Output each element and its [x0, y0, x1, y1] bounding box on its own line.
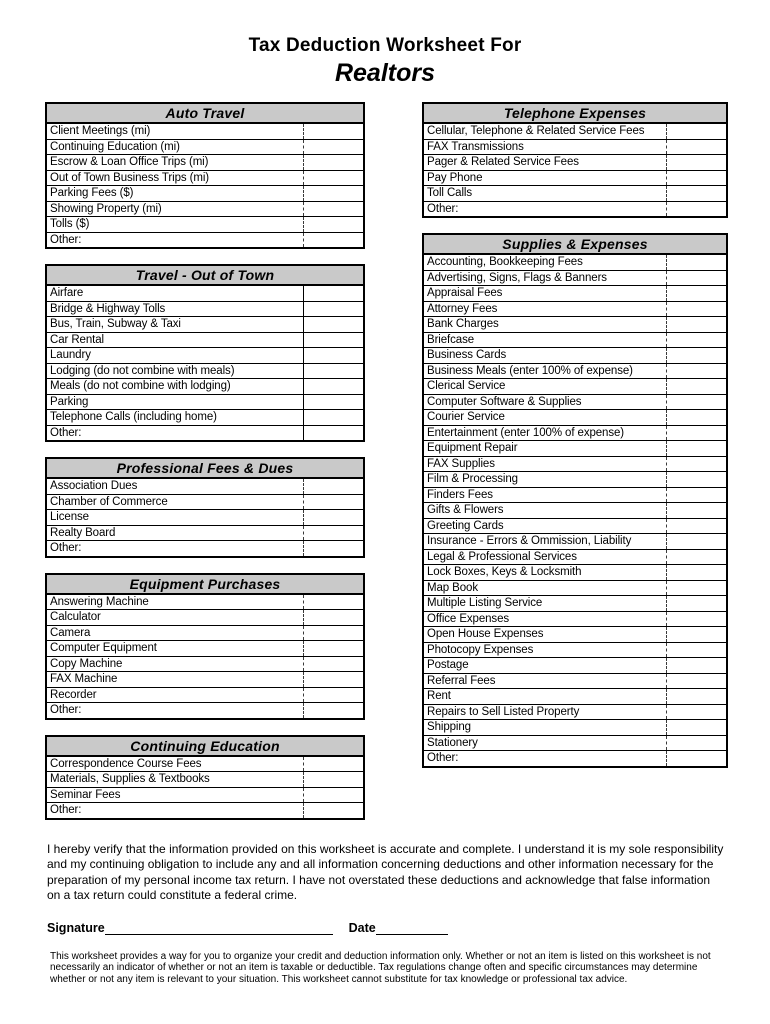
expense-label: Client Meetings (mi)	[50, 125, 151, 137]
expense-label: Continuing Education (mi)	[50, 140, 180, 153]
signature-blank-line[interactable]	[105, 921, 333, 935]
expense-label: Cellular, Telephone & Related Service Fees	[427, 125, 645, 137]
document-header	[0, 0, 770, 88]
expense-label: FAX Transmissions	[427, 140, 524, 153]
expense-label: Parking	[50, 395, 89, 408]
expense-row	[424, 564, 726, 580]
expense-row	[47, 702, 363, 718]
expense-label: Out of Town Business Trips (mi)	[50, 171, 210, 184]
expense-row	[47, 640, 363, 656]
expense-label: Bank Charges	[427, 318, 499, 330]
expense-value-field[interactable]	[666, 674, 726, 689]
expense-row	[47, 687, 363, 703]
expense-label: Computer Software & Supplies	[427, 395, 582, 408]
expense-row	[47, 595, 363, 610]
expense-label: Legal & Professional Services	[427, 550, 577, 563]
expense-row	[47, 757, 363, 772]
expense-label: Shipping	[427, 721, 471, 733]
expense-row	[424, 124, 726, 139]
expense-label: Pager & Related Service Fees	[427, 156, 579, 168]
expense-label: Tolls ($)	[50, 218, 90, 230]
expense-row	[424, 185, 726, 201]
expense-row	[424, 471, 726, 487]
expense-value-field[interactable]	[666, 140, 726, 155]
expense-value-field[interactable]	[303, 395, 363, 410]
expense-label: Answering Machine	[50, 595, 149, 608]
expense-row	[47, 409, 363, 425]
expense-row	[424, 394, 726, 410]
expense-row	[424, 487, 726, 503]
expense-label: Referral Fees	[427, 674, 496, 687]
expense-value-field[interactable]	[666, 410, 726, 425]
expense-value-field[interactable]	[666, 550, 726, 565]
expense-label: Other:	[50, 542, 82, 554]
expense-value-field[interactable]	[303, 510, 363, 525]
expense-row	[47, 301, 363, 317]
expense-label: Greeting Cards	[427, 519, 504, 532]
expense-row	[47, 232, 363, 248]
expense-value-field[interactable]	[666, 286, 726, 301]
expense-label: Lodging (do not combine with meals)	[50, 364, 235, 377]
expense-row	[424, 332, 726, 348]
expense-value-field[interactable]	[303, 124, 363, 139]
expense-value-field[interactable]	[666, 186, 726, 201]
expense-value-field[interactable]	[303, 610, 363, 625]
expense-row	[424, 301, 726, 317]
expense-value-field[interactable]	[666, 534, 726, 549]
section-continuing-education	[45, 735, 365, 820]
expense-value-field[interactable]	[303, 495, 363, 510]
expense-row	[424, 502, 726, 518]
section-title-telephone-expenses: Telephone Expenses	[424, 104, 726, 124]
expense-row	[47, 394, 363, 410]
expense-row	[47, 509, 363, 525]
expense-label: Map Book	[427, 581, 478, 594]
expense-value-field[interactable]	[303, 426, 363, 441]
expense-row	[47, 540, 363, 556]
expense-value-field[interactable]	[666, 124, 726, 139]
expense-value-field[interactable]	[666, 503, 726, 518]
expense-label: Stationery	[427, 736, 478, 749]
section-title-equipment-purchases: Equipment Purchases	[47, 575, 363, 595]
expense-label: Other:	[50, 233, 82, 246]
expense-label: Calculator	[50, 611, 101, 623]
expense-value-field[interactable]	[303, 657, 363, 672]
expense-label: Showing Property (mi)	[50, 202, 162, 215]
expense-label: Toll Calls	[427, 187, 473, 199]
expense-label: Insurance - Errors & Ommission, Liability	[427, 535, 632, 547]
expense-label: Other:	[50, 804, 82, 816]
expense-value-field[interactable]	[666, 627, 726, 642]
expense-row	[47, 425, 363, 441]
expense-row	[424, 673, 726, 689]
expense-value-field[interactable]	[666, 255, 726, 270]
page-title: Tax Deduction Worksheet For	[248, 35, 522, 56]
expense-row	[424, 170, 726, 186]
expense-row	[47, 625, 363, 641]
expense-row	[47, 154, 363, 170]
expense-value-field[interactable]	[666, 488, 726, 503]
expense-label: Gifts & Flowers	[427, 504, 504, 516]
expense-row	[47, 494, 363, 510]
expense-row	[47, 525, 363, 541]
expense-label: Other:	[427, 202, 459, 215]
expense-row	[424, 580, 726, 596]
expense-label: Film & Processing	[427, 473, 518, 485]
expense-row	[424, 363, 726, 379]
section-title-auto-travel: Auto Travel	[47, 104, 363, 124]
expense-label: Briefcase	[427, 333, 475, 346]
expense-row	[424, 595, 726, 611]
expense-row	[47, 656, 363, 672]
expense-label: Airfare	[50, 287, 84, 299]
expense-label: Multiple Listing Service	[427, 597, 543, 609]
expense-label: Office Expenses	[427, 612, 510, 625]
expense-label: Correspondence Course Fees	[50, 757, 202, 770]
verification-statement: I hereby verify that the information provided on this worksheet is accurate and complete. I understand it is my sole responsibility and my continuing obligation to include any and all information concerning deductions and other information necessary for the preparation of my personal income tax return. I have not overstated these deductions and acknowledge that false information on a tax return could constitute a federal crime.	[47, 841, 724, 902]
expense-row	[424, 285, 726, 301]
expense-row	[424, 688, 726, 704]
expense-label: Copy Machine	[50, 657, 123, 670]
expense-label: Repairs to Sell Listed Property	[427, 705, 580, 718]
expense-row	[424, 704, 726, 720]
expense-label: Car Rental	[50, 333, 104, 346]
expense-row	[424, 642, 726, 658]
signature-row	[47, 921, 770, 935]
expense-value-field[interactable]	[666, 395, 726, 410]
expense-label: License	[50, 511, 89, 523]
expense-row	[47, 479, 363, 494]
expense-label: Chamber of Commerce	[50, 495, 168, 508]
expense-value-field[interactable]	[666, 565, 726, 580]
expense-row	[424, 533, 726, 549]
expense-label: Bus, Train, Subway & Taxi	[50, 318, 181, 330]
expense-label: Appraisal Fees	[427, 287, 503, 299]
section-telephone-expenses	[422, 102, 728, 218]
expense-row	[47, 216, 363, 232]
expense-value-field[interactable]	[303, 410, 363, 425]
section-auto-travel	[45, 102, 365, 249]
expense-label: Business Meals (enter 100% of expense)	[427, 364, 633, 377]
expense-value-field[interactable]	[666, 302, 726, 317]
right-column	[422, 102, 728, 783]
section-title-professional-fees-dues: Professional Fees & Dues	[47, 459, 363, 479]
expense-value-field[interactable]	[303, 626, 363, 641]
expense-value-field[interactable]	[303, 595, 363, 610]
expense-row	[424, 518, 726, 534]
expense-label: Postage	[427, 659, 469, 671]
expense-value-field[interactable]	[303, 317, 363, 332]
expense-row	[47, 201, 363, 217]
expense-value-field[interactable]	[666, 348, 726, 363]
expense-label: Realty Board	[50, 526, 116, 539]
expense-value-field[interactable]	[666, 441, 726, 456]
expense-label: Photocopy Expenses	[427, 643, 534, 656]
expense-label: Other:	[50, 426, 82, 439]
expense-value-field[interactable]	[303, 286, 363, 301]
expense-value-field[interactable]	[303, 541, 363, 556]
expense-row	[424, 425, 726, 441]
expense-row	[424, 316, 726, 332]
expense-row	[47, 170, 363, 186]
expense-row	[47, 332, 363, 348]
expense-value-field[interactable]	[666, 333, 726, 348]
section-equipment-purchases	[45, 573, 365, 720]
expense-value-field[interactable]	[303, 703, 363, 718]
date-label: Date	[348, 920, 376, 935]
worksheet-columns	[0, 88, 770, 835]
expense-label: FAX Machine	[50, 673, 118, 685]
section-title-supplies-expenses: Supplies & Expenses	[424, 235, 726, 255]
expense-label: Advertising, Signs, Flags & Banners	[427, 271, 607, 284]
expense-value-field[interactable]	[303, 233, 363, 248]
expense-row	[424, 456, 726, 472]
expense-row	[424, 719, 726, 735]
expense-label: Attorney Fees	[427, 302, 498, 315]
expense-value-field[interactable]	[303, 788, 363, 803]
expense-row	[47, 609, 363, 625]
expense-label: Escrow & Loan Office Trips (mi)	[50, 156, 209, 168]
expense-row	[47, 671, 363, 687]
expense-value-field[interactable]	[666, 271, 726, 286]
expense-row	[47, 316, 363, 332]
expense-label: Open House Expenses	[427, 628, 544, 640]
expense-value-field[interactable]	[303, 688, 363, 703]
expense-value-field[interactable]	[666, 581, 726, 596]
section-title-travel-out-of-town: Travel - Out of Town	[47, 266, 363, 286]
expense-row	[424, 626, 726, 642]
expense-label: Clerical Service	[427, 380, 506, 392]
expense-value-field[interactable]	[303, 479, 363, 494]
expense-row	[424, 750, 726, 766]
expense-row	[47, 378, 363, 394]
expense-value-field[interactable]	[666, 612, 726, 627]
expense-row	[424, 735, 726, 751]
expense-value-field[interactable]	[666, 155, 726, 170]
expense-row	[424, 154, 726, 170]
expense-value-field[interactable]	[303, 202, 363, 217]
expense-value-field[interactable]	[666, 317, 726, 332]
expense-value-field[interactable]	[666, 457, 726, 472]
expense-value-field[interactable]	[666, 519, 726, 534]
expense-row	[424, 270, 726, 286]
date-blank-line[interactable]	[376, 921, 448, 935]
expense-value-field[interactable]	[666, 720, 726, 735]
expense-value-field[interactable]	[303, 155, 363, 170]
section-professional-fees-dues	[45, 457, 365, 558]
expense-value-field[interactable]	[303, 186, 363, 201]
expense-row	[424, 549, 726, 565]
expense-value-field[interactable]	[303, 803, 363, 818]
expense-value-field[interactable]	[666, 379, 726, 394]
expense-value-field[interactable]	[666, 472, 726, 487]
expense-row	[424, 139, 726, 155]
expense-row	[424, 201, 726, 217]
expense-label: Laundry	[50, 349, 91, 361]
expense-label: FAX Supplies	[427, 457, 495, 470]
expense-row	[47, 802, 363, 818]
expense-label: Other:	[427, 752, 459, 764]
expense-label: Pay Phone	[427, 171, 483, 184]
expense-value-field[interactable]	[303, 379, 363, 394]
expense-value-field[interactable]	[666, 658, 726, 673]
expense-value-field[interactable]	[303, 333, 363, 348]
expense-row	[47, 347, 363, 363]
expense-row	[47, 124, 363, 139]
expense-label: Recorder	[50, 688, 97, 701]
expense-row	[424, 347, 726, 363]
expense-value-field[interactable]	[666, 705, 726, 720]
expense-label: Other:	[50, 704, 82, 716]
signature-label: Signature	[47, 920, 105, 935]
expense-value-field[interactable]	[666, 202, 726, 217]
expense-value-field[interactable]	[666, 171, 726, 186]
expense-label: Meals (do not combine with lodging)	[50, 380, 231, 392]
expense-value-field[interactable]	[303, 302, 363, 317]
expense-value-field[interactable]	[303, 641, 363, 656]
expense-label: Accounting, Bookkeeping Fees	[427, 256, 583, 268]
expense-label: Entertainment (enter 100% of expense)	[427, 426, 625, 439]
expense-row	[424, 611, 726, 627]
expense-value-field[interactable]	[666, 751, 726, 766]
expense-row	[424, 378, 726, 394]
expense-label: Telephone Calls (including home)	[50, 411, 217, 423]
expense-label: Finders Fees	[427, 488, 493, 501]
expense-value-field[interactable]	[666, 689, 726, 704]
section-travel-out-of-town	[45, 264, 365, 442]
expense-value-field[interactable]	[303, 348, 363, 363]
expense-row	[47, 185, 363, 201]
expense-value-field[interactable]	[666, 596, 726, 611]
expense-value-field[interactable]	[303, 140, 363, 155]
section-supplies-expenses	[422, 233, 728, 768]
expense-value-field[interactable]	[303, 757, 363, 772]
expense-label: Rent	[427, 690, 451, 702]
expense-label: Parking Fees ($)	[50, 187, 134, 199]
expense-row	[47, 771, 363, 787]
expense-value-field[interactable]	[666, 426, 726, 441]
expense-label: Seminar Fees	[50, 788, 121, 801]
expense-row	[424, 255, 726, 270]
expense-row	[47, 286, 363, 301]
expense-label: Equipment Repair	[427, 442, 518, 454]
expense-row	[424, 409, 726, 425]
expense-label: Computer Equipment	[50, 642, 157, 654]
page-subtitle: Realtors	[334, 59, 436, 87]
expense-row	[424, 440, 726, 456]
expense-label: Camera	[50, 626, 91, 639]
expense-value-field[interactable]	[303, 171, 363, 186]
left-column	[45, 102, 365, 835]
expense-value-field[interactable]	[666, 643, 726, 658]
expense-value-field[interactable]	[303, 672, 363, 687]
expense-label: Association Dues	[50, 480, 138, 492]
expense-label: Bridge & Highway Tolls	[50, 302, 166, 315]
expense-label: Courier Service	[427, 411, 505, 423]
section-title-continuing-education: Continuing Education	[47, 737, 363, 757]
disclaimer-text: This worksheet provides a way for you to organize your credit and deduction information only. Whether or not an item is listed on this worksheet is not necessarily an indicator of whether or not an item is taxable or deductible. Tax regulations change often and specific circumstances may determine whether or not any item is relevant to your situation. This worksheet cannot substitute for tax knowledge or professional tax advice.	[50, 950, 711, 986]
expense-row	[47, 787, 363, 803]
expense-value-field[interactable]	[303, 526, 363, 541]
expense-value-field[interactable]	[303, 217, 363, 232]
expense-value-field[interactable]	[666, 736, 726, 751]
expense-value-field[interactable]	[666, 364, 726, 379]
expense-value-field[interactable]	[303, 772, 363, 787]
expense-label: Lock Boxes, Keys & Locksmith	[427, 566, 582, 578]
expense-row	[47, 139, 363, 155]
expense-label: Materials, Supplies & Textbooks	[50, 773, 210, 785]
expense-row	[424, 657, 726, 673]
expense-label: Business Cards	[427, 349, 507, 361]
expense-value-field[interactable]	[303, 364, 363, 379]
expense-row	[47, 363, 363, 379]
